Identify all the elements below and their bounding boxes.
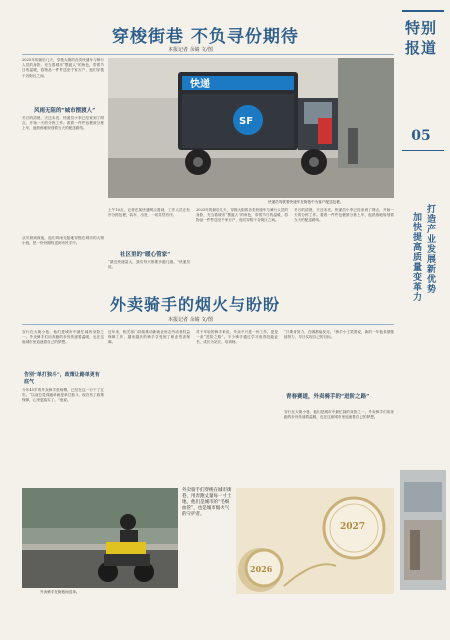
article1-paragraph: 冬日的清晨，天还未亮，快递员小李已经来到了网点，开始一天的分拣工作。看着一件件包裹被分拣上车，他熟练地规划着当天的配送路线。 (294, 208, 394, 223)
article1-paragraph: 从早晨到深夜，他们风雨无阻地穿梭在城市的大街小巷，把一份份期待送到市民手中。 (22, 236, 104, 246)
article1-subhead2: 社区里的“暖心管家” (120, 252, 171, 258)
article1-rule (22, 54, 394, 55)
side-lines-bottom (402, 150, 444, 151)
article2-subhead2: 青春赛道，外卖骑手的“进阶之路” (286, 394, 370, 400)
article2-title: 外卖骑手的烟火与盼盼 (110, 295, 281, 314)
article1-subhead: 风雨无阻的“城市摆渡人” (34, 108, 96, 114)
side-slogan-line1: 打造产业发展新优势 (425, 204, 435, 294)
article2-paragraph: “只要肯努力，在哪都能发光。”骑手小王笑着说，新的一年他希望继续努力，早日实现自己的目标。 (284, 330, 394, 340)
side-photo (400, 470, 446, 590)
article2-paragraph: 今年45岁的外卖骑手张师傅，已经在这一行干了五年。“以前总觉得跑单就是单打独斗，现在有了政策保障，心里更踏实了。”他说。 (22, 388, 104, 403)
side-lines-top (402, 10, 444, 12)
article2-paragraph: 穿行在大街小巷，他们是城市中最忙碌的身影之一。外卖骑手们用奔跑的步伐传递着温暖，也在这座城市里追逐着自己的梦想。 (284, 410, 394, 420)
article1-paragraph: 冬日的清晨，天还未亮，快递员小李已经来到了网点，开始一天的分拣工作。看着一件件包裹被分拣上车，他熟练地规划着当天的配送路线。 (22, 116, 104, 131)
page-number: 05 (411, 128, 431, 144)
article2-rule (22, 324, 394, 325)
new-year-graphic (236, 488, 394, 594)
article1-paragraph: 2025年的最后几天，穿梭大街的各类快递车与骑行人员的身影，充当着城市“摆渡人”的角色，带着节日的温暖，将物品一件件送至千家万户，他们穿梭于各街区之间。 (196, 208, 288, 223)
svg-text:SF: SF (239, 116, 254, 127)
article2-paragraph: 穿行在大街小巷，他们是城市中最忙碌的身影之一。外卖骑手们用奔跑的步伐传递着温暖，也在这座城市里追逐着自己的梦想。 (22, 330, 104, 345)
article2-paragraph: 近年来，相关部门持续推动新就业形态劳动者权益保障工作，越来越多的骑手享受到了职业伤害保障。 (108, 330, 190, 345)
article1-paragraph: 上午10点，记者在某快递网点看到，工作人员正有序分拣包裹，装车、出发，一切井然有序。 (108, 208, 190, 218)
pull-quote: 外卖骑手们穿梭在城市街巷，用奔跑丈量每一寸土地，他们是城市的“毛细血管”，也是城市烟火气的守护者。 (182, 488, 232, 517)
article1-photo-caption: 快递员驾驶着快递车在街巷中为客户配送包裹。 (268, 200, 344, 204)
article2-photo-caption: 外卖骑手在街巷间送单。 (40, 590, 80, 594)
article1-paragraph: 2025年的最后几天，穿梭大街的各类快递车与骑行人员的身影，充当着城市“摆渡人”的角色，带着节日的温暖，将物品一件件送至千家万户，他们穿梭于各街区之间。 (22, 58, 104, 78)
article1-paragraph: “最近快递量大，我们每天都要多跑几趟。”快递员说。 (108, 260, 190, 270)
year-badge-2026: 2026 (250, 564, 273, 574)
article2-paragraph: 对于年轻的骑手来说，外卖不只是一份工作，更是一条“进阶之路”。不少骑手通过学习取得技能证书，成长为站长、培训师。 (196, 330, 278, 345)
article1-byline: 本报记者 余婧 文/图 (168, 47, 213, 53)
article2-subhead: 告别“单打独斗”，政策让路单更有底气 (24, 372, 100, 385)
delivery-rider-photo (22, 488, 178, 588)
svg-text:快递: 快递 (190, 79, 210, 90)
side-slogan-line2: 加快提高质量变革力 (411, 212, 421, 302)
article2-byline: 本报记者 余婧 文/图 (168, 317, 213, 323)
delivery-truck-photo (108, 58, 394, 198)
article1-title: 穿梭街巷 不负寻份期待 (112, 27, 299, 47)
section-title: 特别报道 (404, 19, 437, 57)
year-badge-2027: 2027 (340, 522, 366, 532)
